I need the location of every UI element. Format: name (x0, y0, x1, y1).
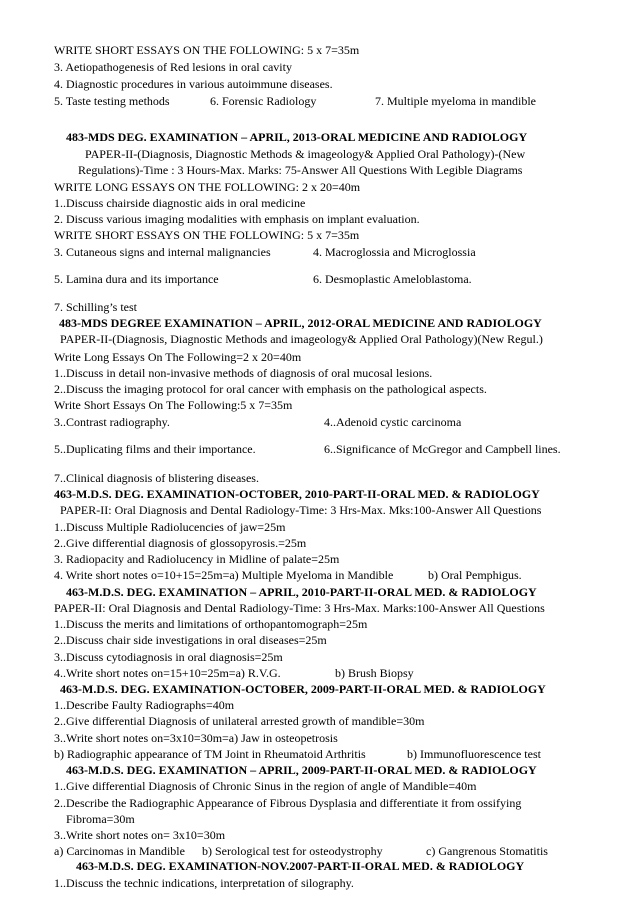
question-item: 4..Write short notes on=15+10=25m=a) R.V.G. (54, 666, 281, 680)
question-row (54, 665, 614, 681)
question-item: b) Radiographic appearance of TM Joint in Rheumatoid Arthritis (54, 747, 366, 761)
question-line: 7..Clinical diagnosis of blistering diseases. (54, 471, 259, 485)
short-essays-heading: Write Short Essays On The Following:5 x 7=35m (54, 398, 293, 412)
question-item: 5..Duplicating films and their importance. (54, 442, 256, 456)
exam-title: 463-M.D.S. DEG. EXAMINATION-OCTOBER, 2010-PART-II-ORAL MED. & RADIOLOGY (54, 487, 540, 501)
question-item: b) Serological test for osteodystrophy (202, 844, 383, 858)
question-line: 3..Write short notes on=3x10=30m=a) Jaw in osteopetrosis (54, 731, 338, 745)
question-line: 7. Schilling’s test (54, 300, 138, 314)
question-row (54, 567, 614, 583)
question-item: 4..Adenoid cystic carcinoma (324, 415, 462, 429)
question-line: 1..Discuss the merits and limitations of orthopantomograph=25m (54, 617, 368, 631)
question-item: b) Oral Pemphigus. (428, 568, 522, 582)
question-item: 5. Taste testing methods (54, 94, 170, 108)
question-line: 2. Discuss various imaging modalities with emphasis on implant evaluation. (54, 212, 420, 226)
question-line: 2..Describe the Radiographic Appearance of Fibrous Dysplasia and differentiate it from ossifying (54, 796, 522, 810)
question-line: 3..Write short notes on= 3x10=30m (54, 828, 226, 842)
question-item: a) Carcinomas in Mandible (54, 844, 185, 858)
question-item: 4. Write short notes o=10+15=25m=a) Multiple Myeloma in Mandible (54, 568, 394, 582)
question-item: c) Gangrenous Stomatitis (426, 844, 548, 858)
question-line: 1..Give differential Diagnosis of Chronic Sinus in the region of angle of Mandible=40m (54, 779, 477, 793)
exam-title: 483-MDS DEGREE EXAMINATION – APRIL, 2012-ORAL MEDICINE AND RADIOLOGY (59, 316, 542, 330)
paper-description: PAPER-II: Oral Diagnosis and Dental Radiology-Time: 3 Hrs-Max. Marks:100-Answer All Questions (54, 601, 545, 615)
question-line: 1..Discuss in detail non-invasive methods of diagnosis of oral mucosal lesions. (54, 366, 433, 380)
question-line: 2..Discuss the imaging protocol for oral cancer with emphasis on the pathological aspects. (54, 382, 487, 396)
long-essays-heading: WRITE LONG ESSAYS ON THE FOLLOWING: 2 x 20=40m (54, 180, 361, 194)
question-item: 6. Desmoplastic Ameloblastoma. (313, 272, 472, 286)
question-line: 1..Discuss chairside diagnostic aids in oral medicine (54, 196, 306, 210)
question-line: 2..Give differential Diagnosis of unilateral arrested growth of mandible=30m (54, 714, 425, 728)
question-item: 3..Contrast radiography. (54, 415, 170, 429)
exam-title: 463-M.D.S. DEG. EXAMINATION – APRIL, 2010-PART-II-ORAL MED. & RADIOLOGY (66, 585, 537, 599)
question-row (54, 93, 614, 109)
question-line: 3. Radiopacity and Radiolucency in Midline of palate=25m (54, 552, 340, 566)
exam-title: 463-M.D.S. DEG. EXAMINATION-NOV.2007-PART-II-ORAL MED. & RADIOLOGY (76, 859, 525, 873)
short-essays-heading: WRITE SHORT ESSAYS ON THE FOLLOWING: 5 x 7=35m (54, 228, 360, 242)
question-item: 6. Forensic Radiology (210, 94, 317, 108)
question-line: 3..Discuss cytodiagnosis in oral diagnosis=25m (54, 650, 283, 664)
question-row (54, 843, 614, 859)
question-row (54, 271, 614, 287)
question-line: Fibroma=30m (66, 812, 135, 826)
question-line: 2..Give differential diagnosis of glossopyrosis.=25m (54, 536, 307, 550)
question-row (54, 244, 614, 260)
question-item: 6..Significance of McGregor and Campbell lines. (324, 442, 561, 456)
question-item: b) Immunofluorescence test (407, 747, 541, 761)
paper-description: PAPER-II-(Diagnosis, Diagnostic Methods and imageology& Applied Oral Pathology)(New Regul.) (60, 332, 543, 346)
exam-title: 463-M.D.S. DEG. EXAMINATION – APRIL, 2009-PART-II-ORAL MED. & RADIOLOGY (66, 763, 537, 777)
question-row (54, 441, 614, 457)
question-item: 4. Macroglossia and Microglossia (313, 245, 476, 259)
question-item: 7. Multiple myeloma in mandible (375, 94, 536, 108)
exam-title: 483-MDS DEG. EXAMINATION – APRIL, 2013-ORAL MEDICINE AND RADIOLOGY (66, 130, 528, 144)
question-item: 5. Lamina dura and its importance (54, 272, 219, 286)
question-item: 3. Cutaneous signs and internal malignancies (54, 245, 271, 259)
question-item: b) Brush Biopsy (335, 666, 414, 680)
question-row (54, 746, 614, 762)
question-line: 1..Discuss Multiple Radiolucencies of jaw=25m (54, 520, 286, 534)
question-line: 2..Discuss chair side investigations in oral diseases=25m (54, 633, 327, 647)
paper-description: Regulations)-Time : 3 Hours-Max. Marks: 75-Answer All Questions With Legible Diagrams (78, 163, 523, 177)
question-row (54, 414, 614, 430)
long-essays-heading: Write Long Essays On The Following=2 x 20=40m (54, 350, 302, 364)
paper-description: PAPER-II-(Diagnosis, Diagnostic Methods & imageology& Applied Oral Pathology)-(New (85, 147, 526, 161)
exam-title: 463-M.D.S. DEG. EXAMINATION-OCTOBER, 2009-PART-II-ORAL MED. & RADIOLOGY (60, 682, 546, 696)
paper-description: PAPER-II: Oral Diagnosis and Dental Radiology-Time: 3 Hrs-Max. Mks:100-Answer All Questions (60, 503, 542, 517)
short-essays-heading: WRITE SHORT ESSAYS ON THE FOLLOWING: 5 x 7=35m (54, 43, 360, 57)
question-line: 1..Discuss the technic indications, interpretation of silography. (54, 876, 354, 890)
question-line: 4. Diagnostic procedures in various autoimmune diseases. (54, 77, 333, 91)
question-line: 3. Aetiopathogenesis of Red lesions in oral cavity (54, 60, 292, 74)
question-line: 1..Describe Faulty Radiographs=40m (54, 698, 235, 712)
